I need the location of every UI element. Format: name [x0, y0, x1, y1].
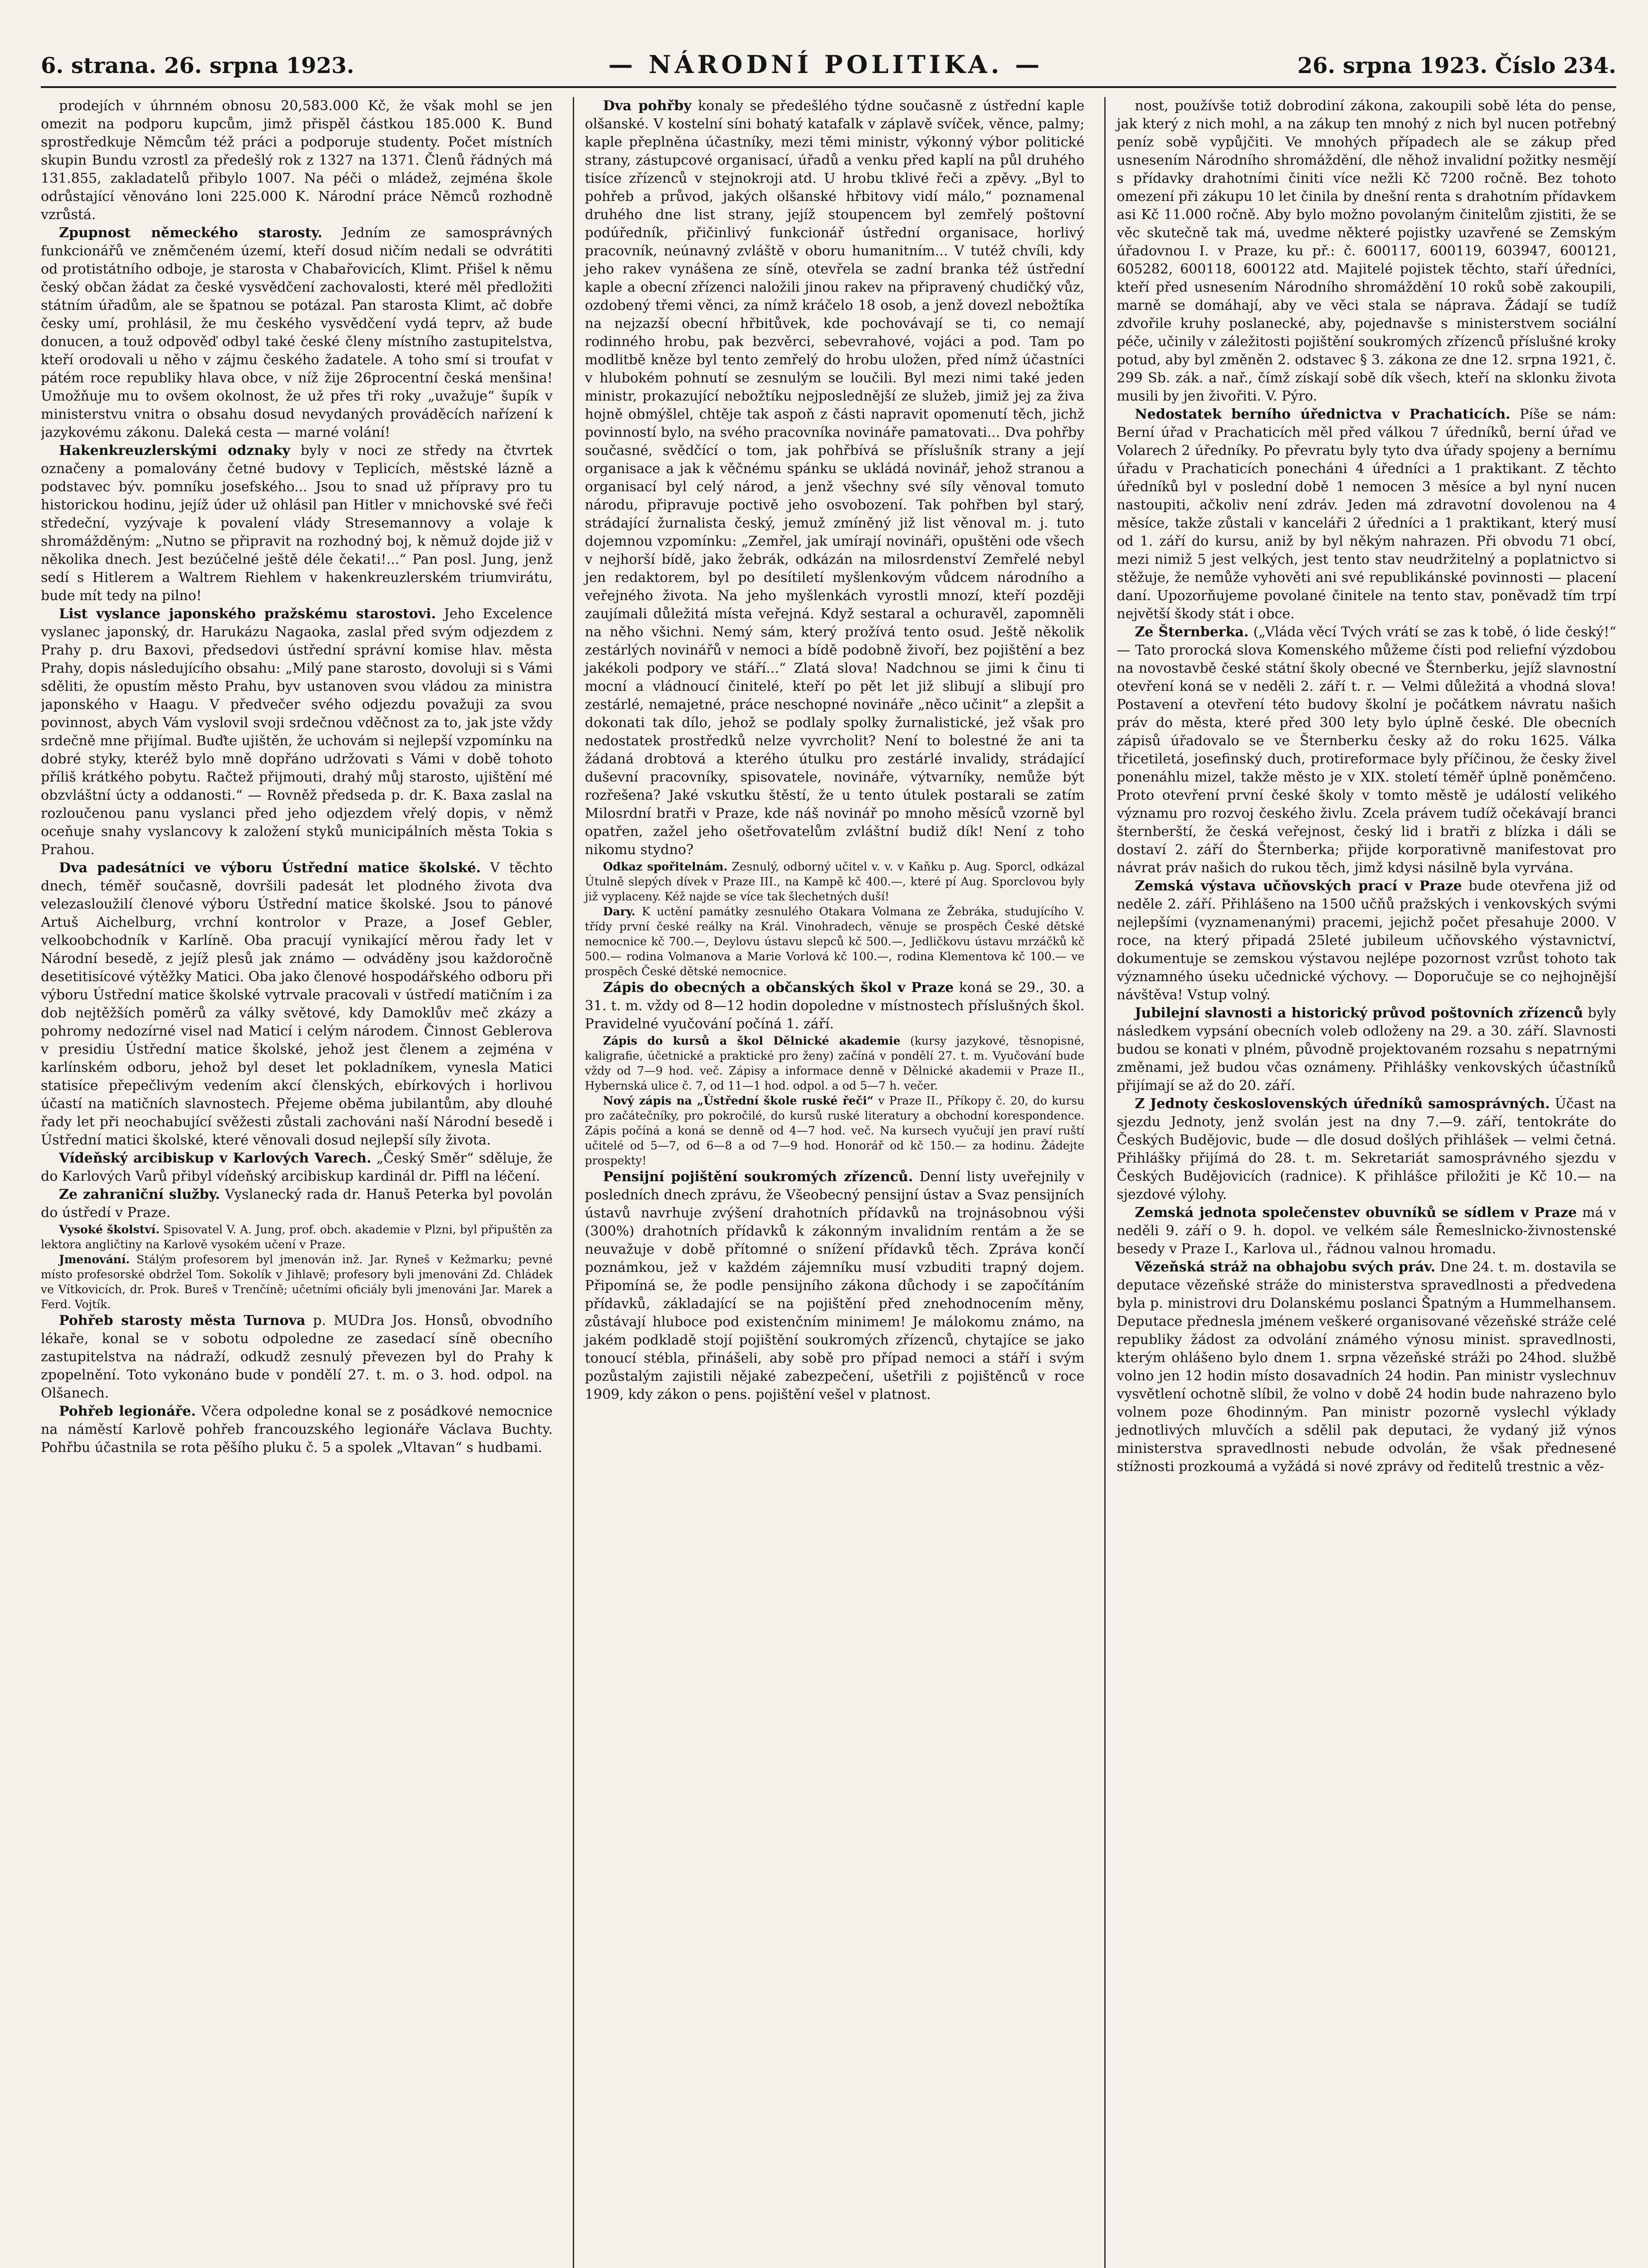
article-body: nost, používše totiž dobrodiní zákona, zakoupili sobě léta do pense, jak který z nich mohl, a na zákup ten mnohý z nich byl nucen potřebný peníz sobě vypůjčiti. Ve mnohých případech ale se zákup před usnesením Národního shromáždění, dle něhož invalidní požitky nesmějí s přídavky drahotními činiti více nežli Kč 7200 ročně. Bez tohoto omezení při zákupu 10 let činila by dnešní renta s drahotním přídavkem asi Kč 11.000 ročně. Aby bylo možno povolaným činitelům zjistiti, že se věc skutečně tak má, uvedme některé pojistky uzavřené se Zemským úřadovnou I. v Praze, ku př.: č. 600117, 600119, 603947, 600121, 605282, 600118, 600122 atd. Majitelé pojistek těchto, staří úředníci, kteří před usnesením Národního shromáždění 10 roků sobě zakoupili, marně se domáhají, aby ve věci stala se náprava. Žádají se tudíž zdvořile kruhy poslanecké, aby, pojednavše s ministerstvem sociální péče, učinily v záležitosti pojištění soukromých zřízenců příslušné kroky potud, aby byl změněn 2. odstavec § 3. zákona ze dne 12. srpna 1921, č. 299 Sb. zák. a nař., čímž získají sobě dík všech, kteří na sklonku života musili by jen živořiti. V. Pýro.	[1117, 98, 1616, 404]
article-paragraph	[585, 859, 1085, 904]
article-paragraph	[1117, 406, 1616, 623]
article-headline: Dva padesátníci ve výboru Ústřední matice školské.	[59, 860, 481, 876]
article-body: koná se 29., 30. a 31. t. m. vždy od 8—12 hodin dopoledne v místnostech příslušných škol. Pravidelné vyučování počíná 1. září.	[585, 980, 1085, 1032]
article-paragraph	[41, 1222, 553, 1252]
article-body: Denní listy uveřejnily v posledních dnech zprávu, že Všeobecný pensijní ústav a Svaz pensijních ústavů navrhuje zvýšení drahotních přídavků na trojnásobnou výši (300%) drahotních přídavků k zákonným invalidním rentám a že se neuvažuje v době přítomné o snížení přídavků těch. Zpráva končí poznámkou, jež v každém zájemníku musí vzbuditi trapný dojem. Připomíná se, že podle pensijního zákona důchody i se započítáním přídavků, základající se na pojištění před znehodnocením měny, zůstávají hluboce pod existenčním minimem! Je málokomu známo, na jakém podkladě stojí pojištění soukromých zřízenců, chytajíce se jako tonoucí stébla, přinášeli, aby sobě pro případ nemoci a stáří i svým pozůstalým zajistili nějaké zabezpečení, ušetřili z pojištěnců v roce 1909, kdy zákon o pens. pojištění vešel v platnost.	[585, 1169, 1085, 1403]
article-headline: Vídeňský arcibiskup v Karlových Varech.	[59, 1150, 371, 1166]
article-paragraph	[1117, 1258, 1616, 1476]
article-body: byly v noci ze středy na čtvrtek označeny a pomalovány četné budovy v Teplicích, městské lázně a podstavec býv. pomníku josefského... Jsou to snad už přípravy pro tu historickou hodinu, jejíž úder už ohlásil pan Hitler v mnichovské své řeči středeční, vyzývaje k povalení vlády Stresemannovy a volaje k shromážděným: „Nutno se připravit na rozhodný boj, k němuž dojde již v několika dnech. Jest bezúčelné ještě déle čekati!...“ Pan posl. Jung, jenž sedí s Hitlerem a Waltrem Riehlem v hakenkreuzlerském triumvirátu, bude mít tedy na pilno!	[41, 443, 553, 604]
article-paragraph	[41, 442, 553, 605]
article-columns	[41, 97, 1616, 2268]
article-paragraph	[41, 859, 553, 1149]
article-body: Zesnulý, odborný učitel v. v. v Kaňku p. Aug. Sporcl, odkázal Útulně slepých dívek v Praze III., na Kampě kč 400.—, které pí Aug. Sporclovou byly již vyplaceny. Kéž najde se více tak šlechetných duší!	[585, 860, 1085, 903]
article-body: Včera odpoledne konal se z posádkové nemocnice na náměstí Karlově pohřeb francouzského legionáře Václava Buchty. Pohřbu účastnila se rota pěšího pluku č. 5 a spolek „Vltavan“ s hudbami.	[41, 1403, 553, 1456]
article-paragraph	[1117, 1095, 1616, 1204]
article-body: „Český Směr“ sděluje, že do Karlových Varů přibyl vídeňský arcibiskup kardinál dr. Piffl na léčení.	[41, 1150, 553, 1184]
masthead: — NÁRODNÍ POLITIKA. —	[608, 50, 1043, 79]
column-2	[573, 97, 1085, 2268]
article-headline: Odkaz spořitelnám.	[603, 860, 728, 873]
article-paragraph	[41, 1252, 553, 1312]
article-headline: Ze zahraniční služby.	[59, 1187, 220, 1202]
article-paragraph	[585, 1093, 1085, 1168]
article-paragraph	[41, 1149, 553, 1186]
article-headline: Vězeňská stráž na obhajobu svých práv.	[1135, 1259, 1436, 1275]
article-headline: Vysoké školství.	[59, 1223, 160, 1236]
article-headline: Jubilejní slavnosti a historický průvod poštovních zřízenců	[1135, 1005, 1583, 1021]
article-body: V těchto dnech, téměř současně, dovršili padesát let plodného života dva velezasloužilí členové výboru Ústřední matice školské. Jsou to pánové Artuš Aichelburg, vrchní kontrolor v Praze, a Josef Gebler, velkoobchodník v Karlíně. Oba pracují vynikající měrou řady let v Národní besedě, z jejíž plesů jak známo — odváděny jsou každoročně desetitisícové výtěžky Matici. Oba jako členové hospodářského odboru při výboru Ústřední matice školské vytrvale pracovali v ústředí matičním i za dob nejtěžších poměrů za války světové, kdy Damoklův meč zkázy a pohromy nedozírné visel nad Maticí i celým národem. Činnost Geblerova v presidiu Ústřední matice školské, jehož jest členem a zejména v karlínském odboru, jehož byl deset let pokladníkem, vynesla Matici statisíce přepečlivým vedením akcí členských, ebírkových i horlivou účastí na matičních slavnostech. Přejeme oběma jubilantům, aby dlouhé řady let při neochabující svěžesti zůstali zachováni naší Národní besedě i Ústřední matici školské, které věnovali dosud nejlepší síly života.	[41, 860, 553, 1148]
article-headline: List vyslance japonského pražskému starostovi.	[59, 606, 436, 622]
article-body: Účast na sjezdu Jednoty, jenž svolán jest na dny 7.—9. září, tentokráte do Českých Budějovic, bude — dle dosud došlých přihlášek — velmi četná. Přihlášky přijímá do 28. t. m. Sekretariát samosprávného sjezdu v Českých Budějovicích (radnice). K přihlášce přiložiti je Kč 10.— na sjezdové výlohy.	[1117, 1096, 1616, 1202]
article-body: Spisovatel V. A. Jung, prof. obch. akademie v Plzni, byl připuštěn za lektora angličtiny na Karlově vysokém učení v Praze.	[41, 1223, 553, 1251]
article-paragraph	[41, 1403, 553, 1457]
article-headline: Zápis do kursů a škol Dělnické akademie	[603, 1034, 901, 1047]
article-paragraph	[41, 1186, 553, 1222]
article-body: Vyslanecký rada dr. Hanuš Peterka byl povolán do ústředí v Praze.	[41, 1187, 553, 1221]
article-body: Píše se nám: Berní úřad v Prachaticích měl před válkou 7 úředníků, berní úřad ve Volarech 2 úředníky. Po převratu byly tyto dva úřady spojeny a bernímu úřadu v Prachaticích ponecháni 4 úředníci a 1 praktikant. Z těchto úředníků byl v poslední době 1 nemocen 3 měsíce a byl nyní nucen nastoupiti, ačkoliv není zdráv. Jeden má zdravotní dovolenou na 4 měsíce, takže zůstali v kanceláři 2 úředníci a 1 praktikant, který musí od 1. září do kursu, aniž by byl někým nahrazen. Při obvodu 71 obcí, mezi nimiž 5 jest velkých, jest tento stav neudržitelný a poplatnictvo si stěžuje, že nemůže vyhověti ani své republikánské povinnosti — placení daní. Upozorňujeme povolané činitele na tento stav, poněvadž tím trpí největší škody stát i obce.	[1117, 406, 1616, 622]
article-headline: Z Jednoty československých úředníků samosprávných.	[1135, 1096, 1550, 1112]
article-headline: Pohřeb legionáře.	[59, 1403, 196, 1419]
article-paragraph	[1117, 1004, 1616, 1095]
article-paragraph	[41, 1312, 553, 1403]
article-paragraph	[41, 97, 553, 224]
article-headline: Pohřeb starosty města Turnova	[59, 1313, 306, 1329]
article-paragraph	[41, 605, 553, 859]
article-headline: Dary.	[603, 905, 636, 918]
article-paragraph	[585, 979, 1085, 1033]
article-paragraph	[1117, 623, 1616, 877]
column-3	[1104, 97, 1616, 2268]
article-paragraph	[1117, 1204, 1616, 1258]
article-body: p. MUDra Jos. Honsů, obvodního lékaře, konal se v sobotu odpoledne ze zasedací síně obecního zastupitelstva na nádraží, odkudž zesnulý převezen byl do Prahy k zpopelnění. Toto vykonáno bude v pondělí 27. t. m. o 3. hod. odpol. na Olšanech.	[41, 1313, 553, 1401]
article-body: konaly se předešlého týdne současně z ústřední kaple olšanské. V kostelní síni bohatý katafalk v záplavě svíček, věnce, palmy; kaple přeplněna účastníky, mezi těmi ministr, výkonný výbor politické strany, zástupcové organisací, úřadů a venku před kaplí na půl druhého tisíce zřízenců v stejnokroji atd. U hrobu tklivé řeči a zpěvy. „Byl to pohřeb a průvod, jakých olšanské hřbitovy vidí málo,“ poznamenal druhého dne list strany, jejíž stoupencem byl zemřelý poštovní podúředník, přičinlivý funkcionář ústřední organisace, horlivý pracovník, neúnavný zvláště v oboru humanitním... V tutéž chvíli, kdy jeho rakev vynášena ze síně, otevřela se zadní branka též ústřední kaple a obecní zřízenci naložili jinou rakev na připravený chudičký vůz, ozdobený třemi věnci, za nímž kráčelo 18 osob, a jenž dovezl nebožtíka na nejzazší obecní hřbitůvek, kde pochovávají se ti, co nemají rodinného hrobu, pak bezvěrci, sebevrahové, vojáci a pod. Tam po modlitbě kněze byl tento zemřelý do hrobu uložen, před nímž účastníci v hlubokém pohnutí se zesnulým se loučili. Byl mezi nimi také jeden ministr, prokazující nebožtíku nejposlednější ze služeb, jimiž jej za živa hojně obmýšlel, chtěje tak aspoň z části napravit opomenutí těch, jichž povinností bylo, na svého pracovníka novináře pamatovati... Dva pohřby současné, svědčící o tom, jak pohřbívá se příslušník strany a její organisace a jak k věčnému spánku se ukládá novinář, jehož stranou a organisací byl celý národ, a jenž všechny své síly věnoval tomuto národu, připravuje poctivě jeho osvobození. Tak pohřben byl starý, strádající žurnalista český, jemuž zmíněný již list věnoval m. j. tuto dojemnou vzpomínku: „Zemřel, jak umírají novináři, opuštěni ode všech v nejhorší bídě, jako žebrák, odkázán na milosrdenství Zemřelé nebyl jen redaktorem, byl po desítiletí myšlenkovým vůdcem národního a veřejného života. Na jeho myšlenkách vyrostli mnozí, kteří později zaujímali důležitá místa veřejná. Když sestaral a ochuravěl, zapomněli na něho všichni. Nemý sám, který prožívá tento osud. Ještě několik zestárlých novinářů v nemoci a bídě podobně živoří, bez pojištění a bez jakékoli podpory ve stáří...“ Zlatá slova! Nadchnou se jimi k činu ti mocní a vládnoucí činitelé, kteří po pět let již slibují a slibují pro zestárlé, nemajetné, práce neschopné novináře „něco učinit“ a zlepšit a dokonati tak dílo, jehož se podlaly spolky žurnalistické, jež však pro nedostatek prostředků nelze vyvrcholit? Není to bolestné že ani ta žádaná drobtová a kterého útulku pro zestárlé invalidy, strádající duševní pracovníky, spisovatele, novináře, výtvarníky, nemůže být rozřešena? Jaké vskutku štěstí, že u tento útulek postarali se zatím Milosrdní bratři v Praze, kde náš novinář po mnoho měsíců vzorně byl opatřen, zažel jeho ošetřovatelům zvláštní budiž dík! Není z toho nikomu stydno?	[585, 98, 1085, 858]
article-body: bude otevřena již od neděle 2. září. Přihlášeno na 1500 učňů pražských i venkovských svými nejlepšími (vyznamenanými) pracemi, jejichž počet přesahuje 2000. V roce, na který připadá 25leté jubileum učňovského výstavnictví, dokumentuje se zemskou výstavou nejlépe pozornost vzrůst tohoto tak významného úseku učednické výchovy. — Doporučuje se co nejhojnější návštěva! Vstup volný.	[1117, 878, 1616, 1003]
article-paragraph	[585, 1033, 1085, 1093]
column-1	[41, 97, 553, 2268]
article-headline: Zpupnost německého starosty.	[59, 225, 322, 241]
article-paragraph	[585, 97, 1085, 859]
page-header	[41, 50, 1616, 88]
article-body: Dne 24. t. m. dostavila se deputace vězeňské stráže do ministerstva spravedlnosti a předvedena byla p. ministrovi dru Dolanskému poslanci Špatným a Hummelhansem. Deputace přednesla jménem veškeré organisované vězeňské stráže celé republiky žádost za odvolání známého výnosu minist. spravedlnosti, kterým ohlášeno bylo dnem 1. srpna vězeňské stráži po 24hod. službě volno jen 12 hodin místo dosavadních 24 hodin. Pan ministr vyslechnuv vysvětlení ochotně slíbil, že volno v době 24 hodin bude nahrazeno bylo volnem poze 6hodinným. Pan ministr pozorně vyslechl výklady jednotlivých mluvčích a sdělil pak deputaci, že vydaný již výnos ministerstva spravedlnosti nebude odvolán, že však přednesené stížnosti prozkoumá a vyžádá si nové zprávy od ředitelů trestnic a věz-	[1117, 1259, 1616, 1475]
article-body: byly následkem vypsání obecních voleb odloženy na 29. a 30. září. Slavnosti budou se konati v plném, původně projektovaném rozsahu s nepatrnými změnami, jež budou včas oznámeny. Přihlášky venkovských účastníků přijímají se až do 20. září.	[1117, 1005, 1616, 1094]
article-headline: Hakenkreuzlerskými odznaky	[59, 443, 290, 459]
article-paragraph	[585, 1168, 1085, 1404]
article-body: (kursy jazykové, těsnopisné, kaligrafie, účetnické a praktické pro ženy) začíná v pondělí 27. t. m. Vyučování bude vždy od 7—9 hod. več. Zápisy a informace denně v Dělnické akademii v Praze II., Hybernská ulice č. 7, od 11—1 hod. odpol. a od 5—7 h. večer.	[585, 1034, 1085, 1092]
article-headline: Nový zápis na „Ústřední škole ruské řeči“	[603, 1094, 874, 1107]
article-paragraph	[585, 904, 1085, 979]
article-body: („Vláda věcí Tvých vrátí se zas k tobě, ó lide český!“ — Tato prorocká slova Komenského můžeme čísti pod reliefní výzdobou na novostavbě české státní školy obecné ve Šternberku, jejíž slavnostní otevření koná se v neděli 2. září t. r. — Velmi důležitá a vhodná slova! Postavení a otevření této budovy školní je počátkem návratu našich práv do města, které před 300 lety bylo úplně české. Dle obecních zápisů úřadovalo se ve Šternberku česky až do roku 1625. Válka třicetiletá, josefinský duch, protireformace byly příčinou, že česky živel ponenáhlu mizel, takže město je v XIX. století téměř úplně poněmčeno. Proto otevření první české školy v tomto městě je událostí velikého významu pro rozvoj českého živlu. Zcela právem tudíž očekávají branci šternberští, že česká veřejnost, český lid i bratři z blízka i dáli se dostaví 2. září do Šternberka; přijde korporativně manifestovat pro návrat práv našich do rukou těch, jimž kdysi násilně byla vyrvána.	[1117, 624, 1616, 876]
article-headline: Nedostatek berního úřednictva v Prachaticích.	[1135, 406, 1511, 422]
article-headline: Dva pohřby	[603, 98, 692, 114]
article-headline: Zemská výstava učňovských prací v Praze	[1135, 878, 1462, 894]
article-body: Jedním ze samosprávných funkcionářů ve zněmčeném území, kteří dosud ničím nedali se odvrátiti od protistátního odboje, je starosta v Chabařovicích, Klimt. Přišel k němu český občan žádat za české vysvědčení zachovalosti, které měl předložiti státním úřadům, ale se špatnou se potázal. Pan starosta Klimt, ač dobře česky umí, prohlásil, že mu českého vysvědčení vydá teprv, až bude donucen, a touž odpověď odbyl také české členy místního zastupitelstva, kteří orodovali u něho v zájmu českého žadatele. A toho smí si troufat v pátém roce republiky hlava obce, v níž žije 26procentní česká menšina! Umožňuje mu to ovšem okolnost, že už přes tři roky „uvažuje“ šupík v ministerstvu vnitra o obsahu dosud nevydaných prováděcích nařízení k jazykovému zákonu. Daleká cesta — marné volání!	[41, 225, 553, 440]
article-headline: Jmenování.	[59, 1253, 130, 1266]
header-left: 6. strana. 26. srpna 1923.	[41, 53, 354, 78]
article-headline: Ze Šternberka.	[1135, 624, 1249, 640]
article-body: K uctění památky zesnulého Otakara Volmana ze Žebráka, studujícího V. třídy první české reálky na Král. Vinohradech, věnuje se prospěch České dětské nemocnice kč 700.—, Deylovu ústavu slepců kč 500.—, Jedličkovu ústavu mrzáčků kč 500.— rodina Volmanova a Marie Vorlová kč 100.—, rodina Klementova kč 100.— ve prospěch České dětské nemocnice.	[585, 905, 1085, 978]
article-body: má v neděli 9. září o 9. h. dopol. ve velkém sále Řemeslnicko-živnostenské besedy v Praze I., Karlova ul., řádnou valnou hromadu.	[1117, 1205, 1616, 1257]
article-paragraph	[41, 224, 553, 442]
article-headline: Zápis do obecných a občanských škol v Praze	[603, 980, 954, 996]
header-right: 26. srpna 1923. Číslo 234.	[1297, 53, 1616, 78]
article-body: prodejích v úhrnném obnosu 20,583.000 Kč, že však mohl se jen omezit na podporu kupcům, jimž přispěl částkou 185.000 K. Bund sprostředkuje Němcům též práci a podporuje studenty. Počet místních skupin Bundu vzrostl za předešlý rok z 1327 na 1371. Členů řádných má 131.855, zakladatelů přibylo 1007. Na péči o mládež, zejména škole odrůstající věnováno loni 225.000 K. Národní práce Němců rozhodně vzrůstá.	[41, 98, 553, 223]
article-headline: Zemská jednota společenstev obuvníků se sídlem v Praze	[1135, 1205, 1577, 1221]
article-body: Jeho Excelence vyslanec japonský, dr. Harukázu Nagaoka, zaslal před svým odjezdem z Prahy p. dru Baxovi, předsedovi ústřední správní komise hlav. města Prahy, dopis následujícího obsahu: „Milý pane starosto, dovoluji si s Vámi sděliti, že opustím město Prahu, byv ustanoven svou vládou za ministra japonského v Haagu. V předvečer svého odjezdu považuji za svou povinnost, abych Vám vyslovil svoji srdečnou vděčnost za to, jak jste vždy srdečně mne přijímal. Buďte ujištěn, že uchovám si nejlepší vzpomínku na dobré styky, kteréž bylo mně dopřáno udržovati s Vámi v době tohoto příliš krátkého pobytu. Račtež přijmouti, drahý můj starosto, ujištění mé obzvláštní úcty a oddanosti.“ — Rovněž předseda p. dr. K. Baxa zaslal na rozloučenou panu vyslanci před jeho odjezdem vřelý dopis, v němž oceňuje snahy vyslancovy k založení styků municipálních města Tokia s Prahou.	[41, 606, 553, 858]
article-headline: Pensijní pojištění soukromých zřízenců.	[603, 1169, 913, 1185]
article-paragraph	[1117, 97, 1616, 406]
article-body: v Praze II., Příkopy č. 20, do kursu pro začátečníky, pro pokročilé, do kursů ruské literatury a obchodní korespondence. Zápis počíná a koná se denně od 4—7 hod. več. Na kursech vyučují jen praví ruští učitelé od 5—7, od 6—8 a od 7—9 hod. Honorář od kč 150.— za hodinu. Žádejte prospekty!	[585, 1094, 1085, 1167]
article-paragraph	[1117, 877, 1616, 1004]
article-body: Stálým profesorem byl jmenován inž. Jar. Ryneš v Kežmarku; pevné místo profesorské obdržel Tom. Sokolík v Jihlavě; profesory byli jmenováni Zd. Chládek ve Vítkovicích, dr. Prok. Bureš v Trenčíně; učetními oficiály byli jmenováni Jar. Marek a Ferd. Vojtík.	[41, 1253, 553, 1311]
